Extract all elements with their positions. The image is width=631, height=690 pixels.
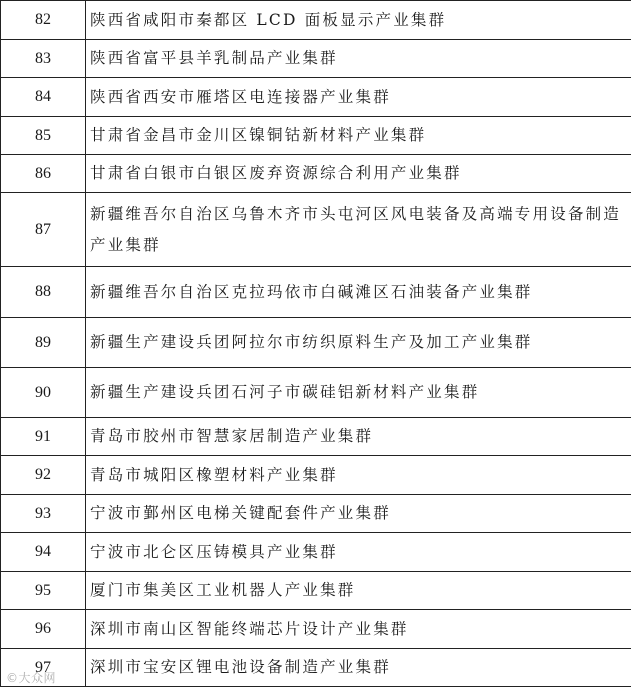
- row-number: 85: [1, 117, 86, 155]
- table-row: [1, 318, 631, 368]
- row-number: 93: [1, 495, 86, 533]
- cluster-name: 深圳市宝安区锂电池设备制造产业集群: [86, 649, 631, 687]
- table-row: [1, 267, 631, 318]
- cluster-name: 宁波市鄞州区电梯关键配套件产业集群: [86, 495, 631, 533]
- cluster-name: 青岛市胶州市智慧家居制造产业集群: [86, 418, 631, 456]
- cluster-name: 陕西省咸阳市秦都区 LCD 面板显示产业集群: [86, 1, 631, 40]
- cluster-name: 深圳市南山区智能终端芯片设计产业集群: [86, 610, 631, 649]
- row-number: 95: [1, 572, 86, 610]
- table-row: [1, 1, 631, 40]
- cluster-name: 新疆生产建设兵团石河子市碳硅铝新材料产业集群: [86, 368, 631, 418]
- cluster-name: 新疆维吾尔自治区克拉玛依市白碱滩区石油装备产业集群: [86, 267, 631, 318]
- row-number: 88: [1, 267, 86, 318]
- table-row: [1, 368, 631, 418]
- row-number: 96: [1, 610, 86, 649]
- table-row: [1, 117, 631, 155]
- table-row: [1, 610, 631, 649]
- cluster-name: 甘肃省金昌市金川区镍铜钴新材料产业集群: [86, 117, 631, 155]
- table-row: [1, 456, 631, 495]
- cluster-name: 新疆生产建设兵团阿拉尔市纺织原料生产及加工产业集群: [86, 318, 631, 368]
- table-row: [1, 495, 631, 533]
- row-number: 83: [1, 40, 86, 78]
- table-row: [1, 78, 631, 117]
- table-row: [1, 649, 631, 687]
- cluster-name: 宁波市北仑区压铸模具产业集群: [86, 533, 631, 572]
- row-number: 87: [1, 193, 86, 267]
- row-number: 84: [1, 78, 86, 117]
- row-number: 97: [1, 649, 86, 687]
- cluster-name: 陕西省富平县羊乳制品产业集群: [86, 40, 631, 78]
- table-row: [1, 572, 631, 610]
- row-number: 90: [1, 368, 86, 418]
- table-row: [1, 155, 631, 193]
- table-row: [1, 193, 631, 267]
- cluster-name: 厦门市集美区工业机器人产业集群: [86, 572, 631, 610]
- row-number: 86: [1, 155, 86, 193]
- cluster-name: 甘肃省白银市白银区废弃资源综合利用产业集群: [86, 155, 631, 193]
- row-number: 92: [1, 456, 86, 495]
- watermark-logo: ©大众网: [6, 671, 57, 685]
- row-number: 82: [1, 1, 86, 40]
- row-number: 94: [1, 533, 86, 572]
- cluster-name: 新疆维吾尔自治区乌鲁木齐市头屯河区风电装备及高端专用设备制造产业集群: [86, 193, 631, 267]
- table-row: [1, 40, 631, 78]
- row-number: 89: [1, 318, 86, 368]
- cluster-name: 陕西省西安市雁塔区电连接器产业集群: [86, 78, 631, 117]
- cluster-name: 青岛市城阳区橡塑材料产业集群: [86, 456, 631, 495]
- table-row: [1, 533, 631, 572]
- table-row: [1, 418, 631, 456]
- row-number: 91: [1, 418, 86, 456]
